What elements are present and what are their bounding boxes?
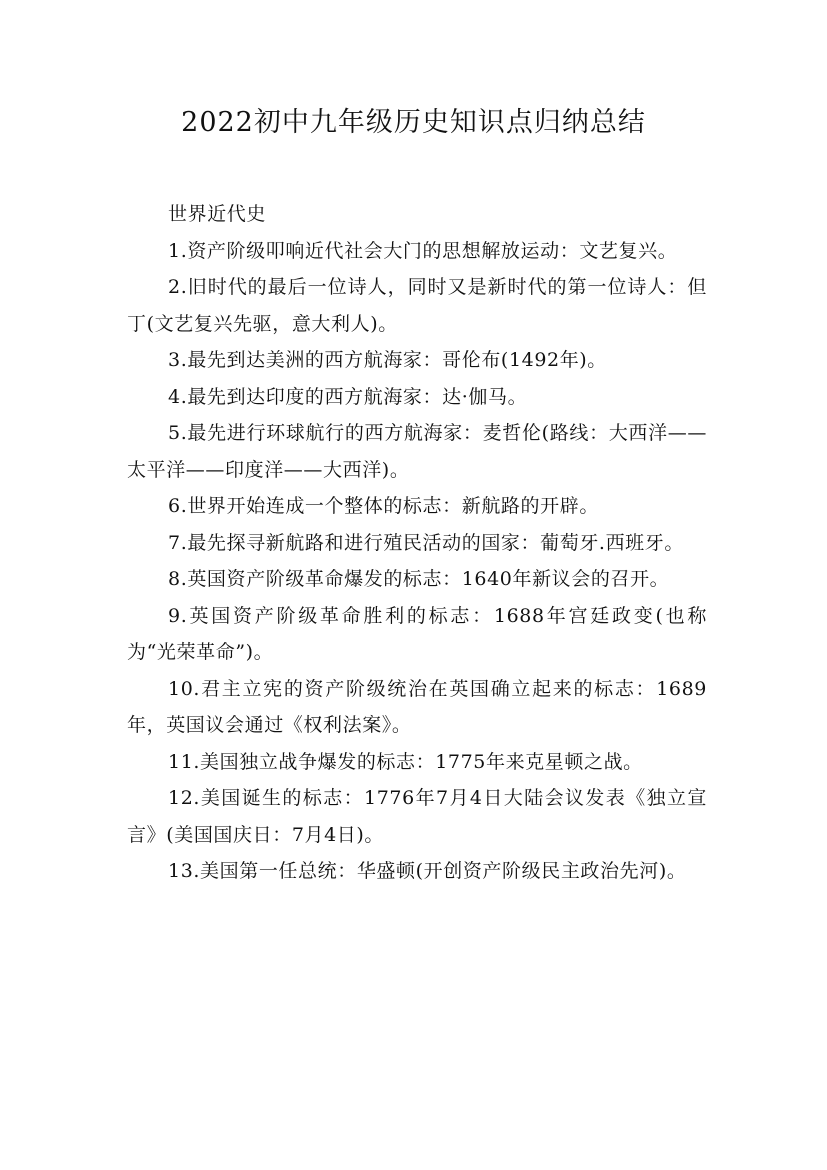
- list-item: 11.美国独立战争爆发的标志：1775年来克星顿之战。: [168, 750, 643, 773]
- list-item: 6.世界开始连成一个整体的标志：新航路的开辟。: [168, 495, 599, 517]
- list-item: 10.君主立宪的资产阶级统治在英国确立起来的标志：1689年，英国议会通过《权利法案》。: [127, 677, 707, 736]
- list-item: 9.英国资产阶级革命胜利的标志：1688年宫廷政变(也称为“光荣革命”)。: [127, 604, 707, 663]
- document-body: [127, 196, 707, 890]
- list-item: 3.最先到达美洲的西方航海家：哥伦布(1492年)。: [168, 349, 607, 371]
- list-item: 8.英国资产阶级革命爆发的标志：1640年新议会的召开。: [168, 568, 670, 590]
- section-heading: 世界近代史: [168, 203, 267, 225]
- list-item: 7.最先探寻新航路和进行殖民活动的国家：葡萄牙.西班牙。: [168, 531, 684, 554]
- list-item: 12.美国诞生的标志：1776年7月4日大陆会议发表《独立宣言》(美国国庆日：7月4日)。: [127, 787, 707, 846]
- list-item: 1.资产阶级叩响近代社会大门的思想解放运动：文艺复兴。: [168, 239, 678, 262]
- list-item: 4.最先到达印度的西方航海家：达·伽马。: [168, 385, 528, 408]
- list-item: 5.最先进行环球航行的西方航海家：麦哲伦(路线：大西洋——太平洋——印度洋——大西洋)。: [127, 422, 707, 481]
- list-item: 2.旧时代的最后一位诗人，同时又是新时代的第一位诗人：但丁(文艺复兴先驱，意大利人)。: [127, 276, 707, 335]
- list-item: 13.美国第一任总统：华盛顿(开创资产阶级民主政治先河)。: [168, 860, 687, 882]
- document-title: 2022初中九年级历史知识点归纳总结: [181, 107, 646, 138]
